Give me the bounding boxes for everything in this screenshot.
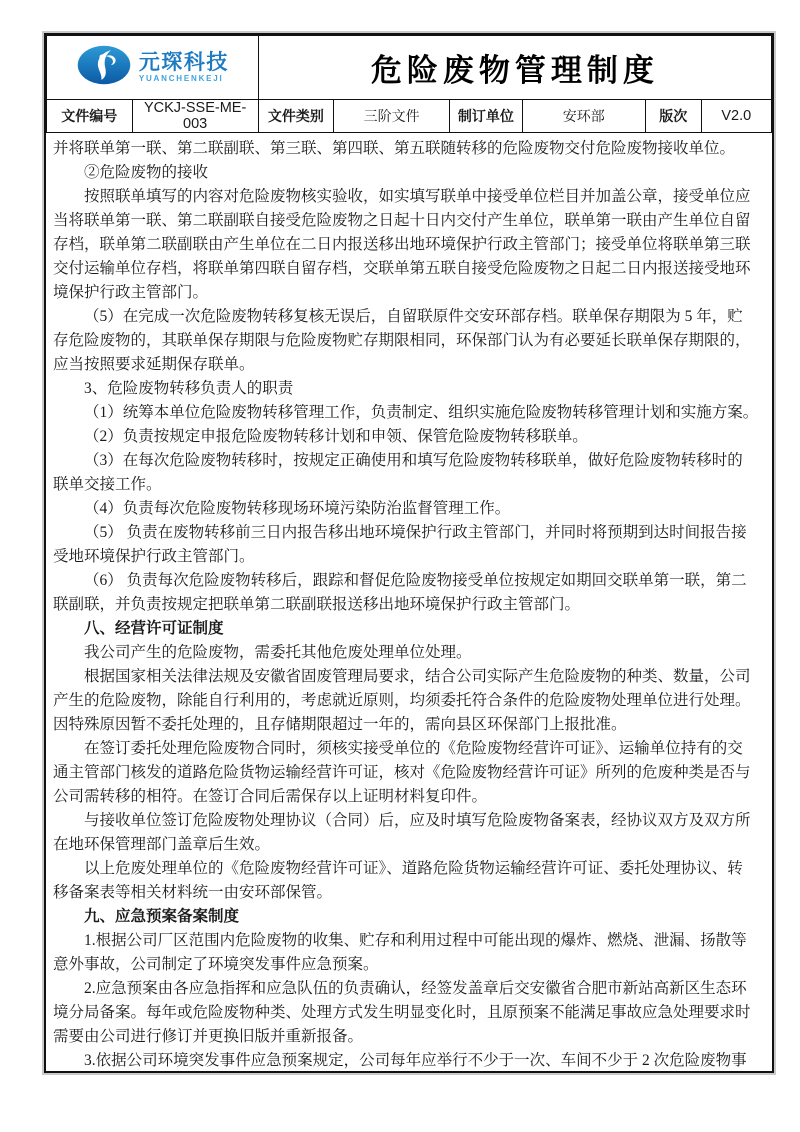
text-line: 境保护行政主管部门。	[53, 284, 209, 301]
text-line: （3）在每次危险废物转移时，按规定正确使用和填写危险废物转移联单，做好危险废物转移时的	[84, 452, 743, 469]
text-line: 以上危废处理单位的《危险废物经营许可证》、道路危险货物运输经营许可证、委托处理协议、转	[84, 860, 743, 877]
text-line: 2.应急预案由各应急指挥和应急队伍的负责确认，经签发盖章后交安徽省合肥市新站高新区生态环	[84, 980, 747, 997]
text-line: （5） 负责在废物转移前三日内报告移出地环境保护行政主管部门，并同时将预期到达时间报告接	[84, 524, 747, 541]
text-line: 3.依据公司环境突发事件应急预案规定，公司每年应举行不少于一次、车间不少于 2 次危险废物事	[84, 1052, 747, 1069]
text-line: 公司需转移的相符。在签订合同后需保存以上证明材料复印件。	[53, 788, 488, 805]
text-line: 根据国家相关法律法规及安徽省固废管理局要求，结合公司实际产生危险废物的种类、数量，公司	[84, 668, 751, 685]
text-line: 我公司产生的危险废物，需委托其他危废处理单位处理。	[84, 644, 472, 661]
text-line: 意外事故，公司制定了环境突发事件应急预案。	[53, 956, 379, 973]
document-frame	[44, 33, 774, 1073]
text-line: 需要由公司进行修订并更换旧版并重新报备。	[53, 1028, 364, 1045]
issuing-dept-value: 安环部	[522, 100, 645, 133]
issuing-dept-label: 制订单位	[450, 100, 523, 133]
text-line: 八、经营许可证制度	[84, 620, 224, 637]
version-value: V2.0	[701, 100, 771, 133]
text-line: 在地环保管理部门盖章后生效。	[53, 836, 271, 853]
doc-category-value: 三阶文件	[334, 100, 450, 133]
text-line: 因特殊原因暂不委托处理的，且存储期限超过一年的，需向县区环保部门上报批准。	[53, 716, 627, 733]
version-label: 版次	[645, 100, 701, 133]
text-line: 联单交接工作。	[53, 476, 162, 493]
doc-number-value: YCKJ-SSE-ME-003	[132, 100, 258, 133]
text-line: （5）在完成一次危险废物转移复核无误后，自留联原件交安环部存档。联单保存期限为 5 年，贮	[84, 308, 743, 325]
text-line: 联副联，并负责按规定把联单第二联副联报送移出地环境保护行政主管部门。	[53, 596, 581, 613]
text-line: 存档，联单第二联副联由产生单位在二日内报送移出地环境保护行政主管部门；接受单位将联单第三联	[53, 236, 751, 253]
page-title: 危险废物管理制度	[370, 53, 659, 88]
text-line: 3、危险废物转移负责人的职责	[84, 380, 294, 397]
doc-category-label: 文件类别	[258, 100, 333, 133]
text-line: 存危险废物的，其联单保存期限与危险废物贮存期限相同，环保部门认为有必要延长联单保存期限的，	[53, 332, 751, 349]
text-line: 交付运输单位存档，将联单第四联自留存档，交联单第五联自接受危险废物之日起二日内报送接受地环	[53, 260, 751, 277]
text-line: 九、应急预案备案制度	[84, 908, 240, 925]
company-name-en: YUANCHENKEJI	[138, 74, 224, 83]
text-line: （1）统筹本单位危险废物转移管理工作，负责制定、组织实施危险废物转移管理计划和实施方案。	[84, 404, 759, 421]
text-line: 通主管部门核发的道路危险货物运输经营许可证，核对《危险废物经营许可证》所列的危废种类是否与	[53, 764, 751, 781]
title-cell	[258, 36, 771, 100]
text-line: 当将联单第一联、第二联副联自接受危险废物之日起十日内交付产生单位，联单第一联由产生单位自留	[53, 212, 751, 229]
doc-number-label: 文件编号	[47, 100, 133, 133]
text-line: 应当按照要求延期保存联单。	[53, 356, 255, 373]
header-table	[46, 35, 772, 133]
text-line: 1.根据公司厂区范围内危险废物的收集、贮存和利用过程中可能出现的爆炸、燃烧、泄漏、扬散等	[84, 932, 747, 949]
text-line: （2）负责按规定申报危险废物转移计划和申领、保管危险废物转移联单。	[84, 428, 588, 445]
text-line: 境分局备案。每年或危险废物种类、处理方式发生明显变化时，且原预案不能满足事故应急处理要求时	[53, 1004, 751, 1021]
logo-cell	[47, 36, 259, 100]
text-line: 产生的危险废物，除能自行利用的，考虑就近原则，均须委托符合条件的危险废物处理单位进行处理。	[53, 692, 751, 709]
company-name: 元琛科技	[138, 51, 229, 74]
text-line: 移备案表等相关材料统一由安环部保管。	[53, 884, 333, 901]
text-line: （6） 负责每次危险废物转移后，跟踪和督促危险废物接受单位按规定如期回交联单第一联，第二	[84, 572, 747, 589]
text-line: 并将联单第一联、第二联副联、第三联、第四联、第五联随转移的危险废物交付危险废物接收单位。	[53, 140, 736, 157]
text-line: 与接收单位签订危险废物处理协议（合同）后，应及时填写危险废物备案表，经协议双方及双方所	[84, 812, 751, 829]
text-line: 按照联单填写的内容对危险废物核实验收，如实填写联单中接受单位栏目并加盖公章，接受单位应	[84, 188, 751, 205]
text-line: （4）负责每次危险废物转移现场环境污染防治监督管理工作。	[84, 500, 511, 517]
text-line: 在签订委托处理危险废物合同时，须核实接受单位的《危险废物经营许可证》、运输单位持有的交	[84, 740, 743, 757]
text-line: 受地环境保护行政主管部门。	[53, 548, 255, 565]
text-line: ②危险废物的接收	[84, 164, 209, 181]
company-logo-icon	[76, 44, 132, 91]
document-body	[46, 135, 772, 1071]
